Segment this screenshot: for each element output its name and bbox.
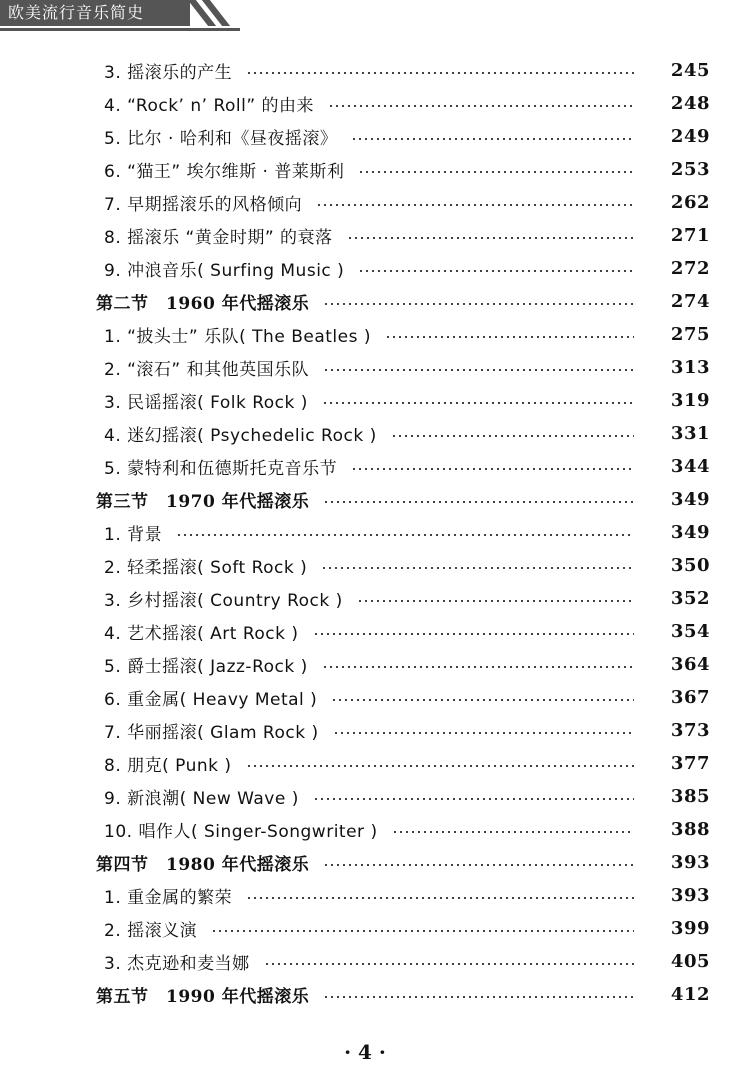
toc-entry-title: 9. 新浪潮( New Wave ) <box>104 789 299 809</box>
toc-page-number: 393 <box>670 852 710 873</box>
toc-dot-leader <box>323 996 634 998</box>
toc-entry-title: 2. “滚石” 和其他英国乐队 <box>104 360 310 380</box>
toc-page-number: 364 <box>670 654 710 675</box>
toc-entry-row[interactable] <box>0 120 730 153</box>
toc-dot-leader <box>351 468 634 470</box>
toc-entry-row[interactable] <box>0 252 730 285</box>
toc-entry-row[interactable] <box>0 54 730 87</box>
toc-page-number: 248 <box>670 93 710 114</box>
toc-section-title: 第四节 1980 年代摇滚乐 <box>96 855 310 875</box>
toc-entry-title: 6. “猫王” 埃尔维斯 · 普莱斯利 <box>104 162 345 182</box>
toc-entry-title: 8. 朋克( Punk ) <box>104 756 232 776</box>
toc-entry-title: 5. 蒙特利和伍德斯托克音乐节 <box>104 459 338 479</box>
toc-dot-leader <box>316 204 634 206</box>
toc-page-number: 388 <box>670 819 710 840</box>
toc-entry-title: 8. 摇滚乐 “黄金时期” 的衰落 <box>104 228 333 248</box>
toc-page-number: 275 <box>670 324 710 345</box>
toc-dot-leader <box>246 765 634 767</box>
toc-dot-leader <box>351 138 634 140</box>
toc-entry-title: 6. 重金属( Heavy Metal ) <box>104 690 318 710</box>
toc-entry-title: 1. 背景 <box>104 525 163 545</box>
toc-section-row[interactable] <box>0 483 730 516</box>
toc-page-number: 354 <box>670 621 710 642</box>
toc-dot-leader <box>323 864 634 866</box>
toc-section-row[interactable] <box>0 846 730 879</box>
toc-dot-leader <box>323 303 634 305</box>
toc-entry-title: 10. 唱作人( Singer-Songwriter ) <box>104 822 378 842</box>
toc-entry-row[interactable] <box>0 318 730 351</box>
toc-entry-row[interactable] <box>0 615 730 648</box>
toc-entry-title: 3. 民谣摇滚( Folk Rock ) <box>104 393 308 413</box>
toc-page-number: 352 <box>670 588 710 609</box>
toc-dot-leader <box>385 336 634 338</box>
toc-section-row[interactable] <box>0 285 730 318</box>
toc-entry-row[interactable] <box>0 351 730 384</box>
toc-dot-leader <box>321 567 634 569</box>
toc-dot-leader <box>328 105 634 107</box>
toc-entry-row[interactable] <box>0 747 730 780</box>
toc-dot-leader <box>358 171 634 173</box>
toc-entry-row[interactable] <box>0 186 730 219</box>
toc-entry-row[interactable] <box>0 87 730 120</box>
header-tab <box>0 0 190 26</box>
toc-entry-row[interactable] <box>0 417 730 450</box>
toc-dot-leader <box>392 831 634 833</box>
toc-page-number: 367 <box>670 687 710 708</box>
toc-entry-title: 5. 爵士摇滚( Jazz-Rock ) <box>104 657 308 677</box>
toc-page-number: 313 <box>670 357 710 378</box>
toc-page-number: 399 <box>670 918 710 939</box>
toc-dot-leader <box>313 798 634 800</box>
toc-dot-leader <box>357 600 634 602</box>
toc-page-number: 319 <box>670 390 710 411</box>
toc-dot-leader <box>313 633 634 635</box>
toc-section-title: 第三节 1970 年代摇滚乐 <box>96 492 310 512</box>
toc-page-number: 393 <box>670 885 710 906</box>
toc-dot-leader <box>323 501 634 503</box>
toc-entry-row[interactable] <box>0 219 730 252</box>
toc-page-number: 377 <box>670 753 710 774</box>
toc-entry-row[interactable] <box>0 780 730 813</box>
toc-dot-leader <box>391 435 634 437</box>
toc-entry-title: 4. 迷幻摇滚( Psychedelic Rock ) <box>104 426 377 446</box>
toc-entry-row[interactable] <box>0 153 730 186</box>
book-title: 欧美流行音乐简史 <box>8 3 145 22</box>
toc-dot-leader <box>333 732 634 734</box>
toc-page-number: 344 <box>670 456 710 477</box>
toc-page-number: 349 <box>670 522 710 543</box>
toc-entry-row[interactable] <box>0 648 730 681</box>
running-header <box>0 0 730 40</box>
toc-dot-leader <box>211 930 634 932</box>
toc-entry-title: 2. 摇滚义演 <box>104 921 198 941</box>
toc-section-row[interactable] <box>0 978 730 1011</box>
toc-entry-title: 3. 杰克逊和麦当娜 <box>104 954 250 974</box>
toc-entry-title: 4. “Rock’ n’ Roll” 的由来 <box>104 96 315 116</box>
toc-entry-row[interactable] <box>0 813 730 846</box>
toc-page-number: 253 <box>670 159 710 180</box>
toc-dot-leader <box>322 666 634 668</box>
toc-entry-title: 1. 重金属的繁荣 <box>104 888 233 908</box>
toc-entry-row[interactable] <box>0 945 730 978</box>
toc-entry-title: 4. 艺术摇滚( Art Rock ) <box>104 624 299 644</box>
toc-entry-title: 2. 轻柔摇滚( Soft Rock ) <box>104 558 308 578</box>
toc-entry-title: 7. 华丽摇滚( Glam Rock ) <box>104 723 319 743</box>
toc-entry-title: 9. 冲浪音乐( Surfing Music ) <box>104 261 345 281</box>
toc-entry-row[interactable] <box>0 516 730 549</box>
toc-entry-row[interactable] <box>0 549 730 582</box>
toc-page-number: 331 <box>670 423 710 444</box>
toc-page-number: 349 <box>670 489 710 510</box>
toc-dot-leader <box>358 270 634 272</box>
toc-entry-row[interactable] <box>0 450 730 483</box>
toc-entry-title: 1. “披头士” 乐队( The Beatles ) <box>104 327 371 347</box>
toc-section-title: 第五节 1990 年代摇滚乐 <box>96 987 310 1007</box>
toc-entry-title: 7. 早期摇滚乐的风格倾向 <box>104 195 303 215</box>
toc-dot-leader <box>246 897 634 899</box>
toc-dot-leader <box>176 534 634 536</box>
toc-page-number: 271 <box>670 225 710 246</box>
toc-section-title: 第二节 1960 年代摇滚乐 <box>96 294 310 314</box>
toc-dot-leader <box>331 699 634 701</box>
toc-page-number: 350 <box>670 555 710 576</box>
toc-page-number: 262 <box>670 192 710 213</box>
toc-page-number: 274 <box>670 291 710 312</box>
toc-page-number: 245 <box>670 60 710 81</box>
page-number: · 4 · <box>344 1040 386 1064</box>
toc-entry-row[interactable] <box>0 681 730 714</box>
toc-entry-row[interactable] <box>0 384 730 417</box>
toc-dot-leader <box>323 369 634 371</box>
toc-page-number: 412 <box>670 984 710 1005</box>
toc-entry-row[interactable] <box>0 582 730 615</box>
table-of-contents <box>0 54 730 1011</box>
toc-entry-title: 3. 摇滚乐的产生 <box>104 63 233 83</box>
header-rule <box>0 28 240 31</box>
toc-entry-row[interactable] <box>0 879 730 912</box>
toc-page-number: 249 <box>670 126 710 147</box>
toc-dot-leader <box>347 237 634 239</box>
toc-entry-row[interactable] <box>0 912 730 945</box>
toc-dot-leader <box>264 963 634 965</box>
toc-dot-leader <box>246 72 634 74</box>
toc-entry-title: 5. 比尔 · 哈利和《昼夜摇滚》 <box>104 129 338 149</box>
toc-page-number: 272 <box>670 258 710 279</box>
toc-page-number: 405 <box>670 951 710 972</box>
toc-dot-leader <box>322 402 634 404</box>
toc-entry-title: 3. 乡村摇滚( Country Rock ) <box>104 591 343 611</box>
toc-page-number: 373 <box>670 720 710 741</box>
toc-entry-row[interactable] <box>0 714 730 747</box>
toc-page-number: 385 <box>670 786 710 807</box>
